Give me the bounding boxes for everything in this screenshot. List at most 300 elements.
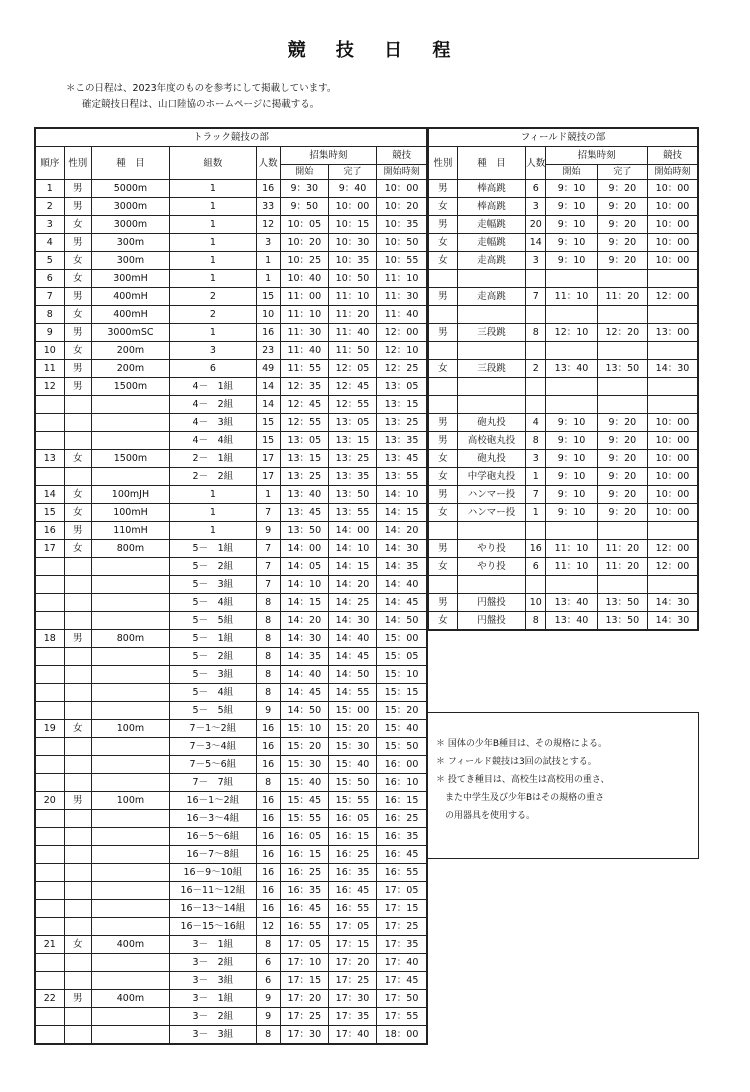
cell-count: 7 <box>256 576 280 594</box>
cell-comp-start: 10：00 <box>648 198 698 216</box>
cell-call-start: 9：10 <box>546 234 597 252</box>
cell-event: 円盤投 <box>457 594 525 612</box>
cell-comp-start: 16：55 <box>377 864 427 882</box>
cell-gender: 男 <box>428 594 457 612</box>
cell-groups: 5－ 5組 <box>170 612 256 630</box>
cell-call-end: 9：20 <box>597 252 647 270</box>
cell-comp-start: 13：55 <box>377 468 427 486</box>
cell-call-start: 14：50 <box>280 702 328 720</box>
cell-groups: 5－ 1組 <box>170 540 256 558</box>
cell-order <box>35 576 64 594</box>
cell-count: 6 <box>526 558 546 576</box>
cell-call-start: 16：55 <box>280 918 328 936</box>
table-row <box>35 918 427 936</box>
cell-count: 1 <box>526 504 546 522</box>
cell-comp-start: 12：00 <box>648 558 698 576</box>
cell-event <box>91 954 169 972</box>
cell-call-end: 16：15 <box>328 828 376 846</box>
cell-call-start: 14：15 <box>280 594 328 612</box>
cell-comp-start: 17：25 <box>377 918 427 936</box>
cell-comp-start: 16：00 <box>377 756 427 774</box>
cell-call-end: 12：20 <box>597 324 647 342</box>
cell-event <box>91 1026 169 1045</box>
cell-groups: 1 <box>170 198 256 216</box>
cell-call-start: 10：05 <box>280 216 328 234</box>
cell-event <box>91 414 169 432</box>
cell-comp-start: 10：00 <box>377 180 427 198</box>
cell-call-end: 9：20 <box>597 198 647 216</box>
cell-count: 8 <box>256 630 280 648</box>
cell-event <box>91 666 169 684</box>
cell-call-start <box>546 522 597 540</box>
cell-groups: 16－5～6組 <box>170 828 256 846</box>
cell-groups: 4－ 3組 <box>170 414 256 432</box>
cell-groups: 4－ 2組 <box>170 396 256 414</box>
cell-comp-start: 17：15 <box>377 900 427 918</box>
cell-event: 100mH <box>91 504 169 522</box>
cell-gender: 女 <box>428 252 457 270</box>
cell-call-start <box>546 270 597 288</box>
cell-gender <box>428 378 457 396</box>
cell-call-start: 9：50 <box>280 198 328 216</box>
cell-call-end <box>597 378 647 396</box>
cell-order <box>35 756 64 774</box>
cell-gender: 男 <box>64 180 91 198</box>
cell-gender: 女 <box>428 558 457 576</box>
cell-count: 8 <box>256 648 280 666</box>
cell-order: 13 <box>35 450 64 468</box>
cell-call-end: 15：30 <box>328 738 376 756</box>
table-row <box>35 576 427 594</box>
cell-groups: 16－1～2組 <box>170 792 256 810</box>
cell-groups: 5－ 5組 <box>170 702 256 720</box>
cell-count: 10 <box>256 306 280 324</box>
cell-order <box>35 594 64 612</box>
cell-groups: 1 <box>170 522 256 540</box>
cell-call-start: 15：10 <box>280 720 328 738</box>
cell-order <box>35 1008 64 1026</box>
table-row <box>35 684 427 702</box>
cell-event: 200m <box>91 360 169 378</box>
cell-groups: 7－1～2組 <box>170 720 256 738</box>
cell-count: 16 <box>256 846 280 864</box>
cell-call-start: 15：45 <box>280 792 328 810</box>
cell-call-start: 13：40 <box>546 594 597 612</box>
cell-call-start: 11：00 <box>280 288 328 306</box>
cell-comp-start: 10：20 <box>377 198 427 216</box>
cell-count: 17 <box>256 450 280 468</box>
cell-comp-start <box>648 306 698 324</box>
cell-call-end: 13：50 <box>597 612 647 631</box>
cell-event: 棒高跳 <box>457 180 525 198</box>
cell-count: 8 <box>256 666 280 684</box>
cell-event: 走高跳 <box>457 252 525 270</box>
cell-groups: 3 <box>170 342 256 360</box>
cell-call-end: 17：20 <box>328 954 376 972</box>
field-header-event: 種 目 <box>457 147 525 180</box>
cell-gender: 男 <box>428 540 457 558</box>
table-row <box>428 486 698 504</box>
cell-event: 砲丸投 <box>457 450 525 468</box>
cell-groups: 16－11～12組 <box>170 882 256 900</box>
cell-gender: 男 <box>428 414 457 432</box>
table-row <box>35 288 427 306</box>
cell-call-end: 13：50 <box>597 360 647 378</box>
table-row <box>428 378 698 396</box>
cell-gender <box>64 882 91 900</box>
cell-comp-start <box>648 576 698 594</box>
cell-gender: 男 <box>64 378 91 396</box>
cell-order <box>35 612 64 630</box>
cell-order: 6 <box>35 270 64 288</box>
cell-call-start: 13：15 <box>280 450 328 468</box>
cell-comp-start: 10：55 <box>377 252 427 270</box>
cell-event <box>91 828 169 846</box>
cell-call-end: 10：30 <box>328 234 376 252</box>
cell-gender <box>64 612 91 630</box>
cell-event: 棒高跳 <box>457 198 525 216</box>
cell-call-start: 10：20 <box>280 234 328 252</box>
cell-call-end: 10：50 <box>328 270 376 288</box>
cell-gender <box>64 396 91 414</box>
cell-call-start: 14：05 <box>280 558 328 576</box>
table-row <box>428 252 698 270</box>
table-row <box>35 198 427 216</box>
cell-comp-start: 17：40 <box>377 954 427 972</box>
table-row <box>428 234 698 252</box>
table-row <box>428 414 698 432</box>
table-row <box>35 882 427 900</box>
cell-order <box>35 972 64 990</box>
table-row <box>35 414 427 432</box>
table-row <box>35 558 427 576</box>
cell-call-end: 14：10 <box>328 540 376 558</box>
cell-count: 16 <box>256 720 280 738</box>
cell-event <box>91 774 169 792</box>
table-row <box>35 540 427 558</box>
table-row <box>35 270 427 288</box>
cell-order <box>35 558 64 576</box>
cell-comp-start: 13：35 <box>377 432 427 450</box>
cell-event: 中学砲丸投 <box>457 468 525 486</box>
cell-event <box>91 684 169 702</box>
cell-comp-start: 10：00 <box>648 432 698 450</box>
header-count: 人数 <box>256 147 280 180</box>
cell-count: 8 <box>256 774 280 792</box>
cell-gender <box>64 1026 91 1045</box>
cell-groups: 16－7～8組 <box>170 846 256 864</box>
cell-comp-start: 10：00 <box>648 252 698 270</box>
table-row <box>428 576 698 594</box>
table-row <box>35 972 427 990</box>
cell-order <box>35 684 64 702</box>
cell-event: 三段跳 <box>457 324 525 342</box>
cell-order <box>35 900 64 918</box>
cell-count: 12 <box>256 216 280 234</box>
cell-count: 3 <box>526 252 546 270</box>
cell-event <box>457 396 525 414</box>
cell-gender: 男 <box>428 432 457 450</box>
cell-comp-start: 15：00 <box>377 630 427 648</box>
cell-order <box>35 810 64 828</box>
cell-count: 1 <box>526 468 546 486</box>
cell-comp-start: 10：00 <box>648 486 698 504</box>
cell-call-end: 10：00 <box>328 198 376 216</box>
table-row <box>428 216 698 234</box>
cell-order <box>35 432 64 450</box>
cell-count <box>526 522 546 540</box>
cell-call-start: 11：30 <box>280 324 328 342</box>
field-header-call-end: 完了 <box>597 165 647 180</box>
cell-comp-start: 16：35 <box>377 828 427 846</box>
cell-comp-start: 12：00 <box>648 288 698 306</box>
cell-gender: 男 <box>64 360 91 378</box>
cell-count: 7 <box>256 504 280 522</box>
cell-call-start: 17：05 <box>280 936 328 954</box>
cell-call-end: 13：15 <box>328 432 376 450</box>
cell-comp-start: 13：05 <box>377 378 427 396</box>
table-row <box>35 450 427 468</box>
cell-gender <box>64 594 91 612</box>
cell-event: 1500m <box>91 378 169 396</box>
cell-call-end: 14：50 <box>328 666 376 684</box>
cell-gender <box>64 918 91 936</box>
cell-call-start: 9：10 <box>546 180 597 198</box>
cell-gender: 女 <box>64 936 91 954</box>
table-row <box>35 900 427 918</box>
cell-event: 200m <box>91 342 169 360</box>
table-row <box>428 306 698 324</box>
cell-call-end: 9：20 <box>597 468 647 486</box>
cell-event: 5000m <box>91 180 169 198</box>
note-item: また中学生及び少年Bはその規格の重さ <box>436 793 605 803</box>
cell-count: 6 <box>256 954 280 972</box>
cell-comp-start: 10：00 <box>648 180 698 198</box>
cell-gender: 男 <box>64 792 91 810</box>
cell-call-start: 9：10 <box>546 252 597 270</box>
cell-count: 8 <box>256 594 280 612</box>
table-row <box>428 450 698 468</box>
cell-count <box>526 576 546 594</box>
table-row <box>428 180 698 198</box>
cell-comp-start: 15：15 <box>377 684 427 702</box>
header-call-time: 招集時刻 <box>280 147 376 165</box>
cell-event <box>457 576 525 594</box>
cell-count: 9 <box>256 1008 280 1026</box>
field-schedule-table <box>427 127 699 631</box>
cell-comp-start: 10：00 <box>648 450 698 468</box>
cell-order: 22 <box>35 990 64 1008</box>
cell-call-start: 16：25 <box>280 864 328 882</box>
header-comp-start: 開始時刻 <box>377 165 427 180</box>
cell-count: 16 <box>256 810 280 828</box>
cell-order: 19 <box>35 720 64 738</box>
table-row <box>35 1026 427 1045</box>
cell-count: 15 <box>256 432 280 450</box>
field-header-call-time: 招集時刻 <box>546 147 648 165</box>
cell-event: 100mJH <box>91 486 169 504</box>
table-row <box>428 612 698 631</box>
cell-gender: 女 <box>64 342 91 360</box>
table-row <box>428 522 698 540</box>
header-groups: 組数 <box>170 147 256 180</box>
cell-call-end: 12：55 <box>328 396 376 414</box>
cell-count: 17 <box>256 468 280 486</box>
cell-call-start: 15：20 <box>280 738 328 756</box>
cell-gender: 女 <box>64 306 91 324</box>
cell-call-start: 14：30 <box>280 630 328 648</box>
cell-event: 円盤投 <box>457 612 525 631</box>
cell-event: 300m <box>91 234 169 252</box>
cell-gender: 女 <box>64 720 91 738</box>
cell-comp-start: 14：30 <box>648 594 698 612</box>
cell-groups: 1 <box>170 180 256 198</box>
cell-call-end: 9：20 <box>597 504 647 522</box>
cell-call-end: 13：25 <box>328 450 376 468</box>
cell-gender <box>428 396 457 414</box>
cell-gender <box>64 702 91 720</box>
cell-gender <box>64 432 91 450</box>
cell-event: 110mH <box>91 522 169 540</box>
cell-order <box>35 882 64 900</box>
cell-call-start: 11：10 <box>546 540 597 558</box>
cell-call-start: 12：35 <box>280 378 328 396</box>
table-row <box>428 468 698 486</box>
cell-call-end <box>597 342 647 360</box>
cell-order <box>35 828 64 846</box>
cell-gender: 女 <box>64 270 91 288</box>
cell-comp-start: 12：00 <box>648 540 698 558</box>
table-row <box>35 432 427 450</box>
cell-order <box>35 954 64 972</box>
cell-count: 9 <box>256 522 280 540</box>
cell-order: 7 <box>35 288 64 306</box>
cell-call-start: 14：35 <box>280 648 328 666</box>
cell-call-end: 15：00 <box>328 702 376 720</box>
cell-comp-start <box>648 522 698 540</box>
cell-call-start: 14：10 <box>280 576 328 594</box>
cell-comp-start: 12：00 <box>377 324 427 342</box>
cell-gender: 女 <box>428 360 457 378</box>
cell-event: ハンマー投 <box>457 486 525 504</box>
cell-comp-start: 16：45 <box>377 846 427 864</box>
cell-comp-start <box>648 378 698 396</box>
cell-order <box>35 864 64 882</box>
cell-count <box>526 270 546 288</box>
cell-call-end: 16：25 <box>328 846 376 864</box>
cell-comp-start: 14：35 <box>377 558 427 576</box>
cell-comp-start: 15：40 <box>377 720 427 738</box>
cell-call-end: 9：20 <box>597 216 647 234</box>
cell-order: 17 <box>35 540 64 558</box>
cell-order: 10 <box>35 342 64 360</box>
cell-event: やり投 <box>457 558 525 576</box>
cell-gender <box>428 522 457 540</box>
cell-gender: 女 <box>428 450 457 468</box>
cell-comp-start: 15：05 <box>377 648 427 666</box>
cell-call-end: 16：55 <box>328 900 376 918</box>
cell-gender <box>428 270 457 288</box>
cell-event <box>91 396 169 414</box>
cell-order <box>35 414 64 432</box>
table-row <box>35 846 427 864</box>
cell-call-end: 13：05 <box>328 414 376 432</box>
cell-call-end: 9：20 <box>597 414 647 432</box>
cell-call-start: 15：40 <box>280 774 328 792</box>
cell-call-end: 9：20 <box>597 486 647 504</box>
cell-call-end <box>597 306 647 324</box>
table-row <box>35 216 427 234</box>
table-row <box>428 324 698 342</box>
cell-event <box>457 270 525 288</box>
cell-gender <box>64 864 91 882</box>
cell-order: 3 <box>35 216 64 234</box>
cell-comp-start: 11：30 <box>377 288 427 306</box>
cell-count: 33 <box>256 198 280 216</box>
cell-comp-start <box>648 342 698 360</box>
cell-order <box>35 702 64 720</box>
cell-gender <box>64 774 91 792</box>
table-row <box>35 702 427 720</box>
note-item: ＊ 国体の少年B種目は、その規格による。 <box>436 739 608 749</box>
cell-gender <box>428 576 457 594</box>
cell-groups: 5－ 2組 <box>170 648 256 666</box>
cell-event: 300m <box>91 252 169 270</box>
cell-gender: 女 <box>64 540 91 558</box>
table-row <box>35 864 427 882</box>
table-row <box>35 468 427 486</box>
cell-gender <box>64 558 91 576</box>
cell-call-end: 15：20 <box>328 720 376 738</box>
cell-order: 14 <box>35 486 64 504</box>
cell-count: 3 <box>526 450 546 468</box>
cell-event <box>91 576 169 594</box>
table-row <box>35 630 427 648</box>
cell-groups: 7－ 7組 <box>170 774 256 792</box>
cell-comp-start: 11：10 <box>377 270 427 288</box>
cell-gender: 女 <box>428 234 457 252</box>
cell-event: 3000m <box>91 198 169 216</box>
cell-gender: 男 <box>64 630 91 648</box>
cell-comp-start: 16：15 <box>377 792 427 810</box>
cell-count: 7 <box>526 288 546 306</box>
note-item: の用器具を使用する。 <box>436 811 536 821</box>
cell-event <box>457 306 525 324</box>
cell-count: 4 <box>526 414 546 432</box>
cell-gender: 男 <box>64 198 91 216</box>
field-header-call-start: 開始 <box>546 165 597 180</box>
cell-call-start <box>546 576 597 594</box>
cell-event <box>91 432 169 450</box>
cell-call-start: 16：15 <box>280 846 328 864</box>
cell-comp-start: 13：45 <box>377 450 427 468</box>
cell-call-start: 14：00 <box>280 540 328 558</box>
cell-count: 14 <box>526 234 546 252</box>
cell-event: 400mH <box>91 288 169 306</box>
cell-gender: 男 <box>428 180 457 198</box>
notes-box <box>427 712 699 859</box>
cell-call-end: 14：30 <box>328 612 376 630</box>
cell-groups: 5－ 2組 <box>170 558 256 576</box>
cell-call-start: 9：10 <box>546 216 597 234</box>
cell-event: 100m <box>91 792 169 810</box>
table-row <box>35 756 427 774</box>
cell-groups: 3－ 2組 <box>170 954 256 972</box>
cell-groups: 1 <box>170 234 256 252</box>
cell-event: 100m <box>91 720 169 738</box>
cell-count: 8 <box>256 684 280 702</box>
cell-call-start: 14：40 <box>280 666 328 684</box>
